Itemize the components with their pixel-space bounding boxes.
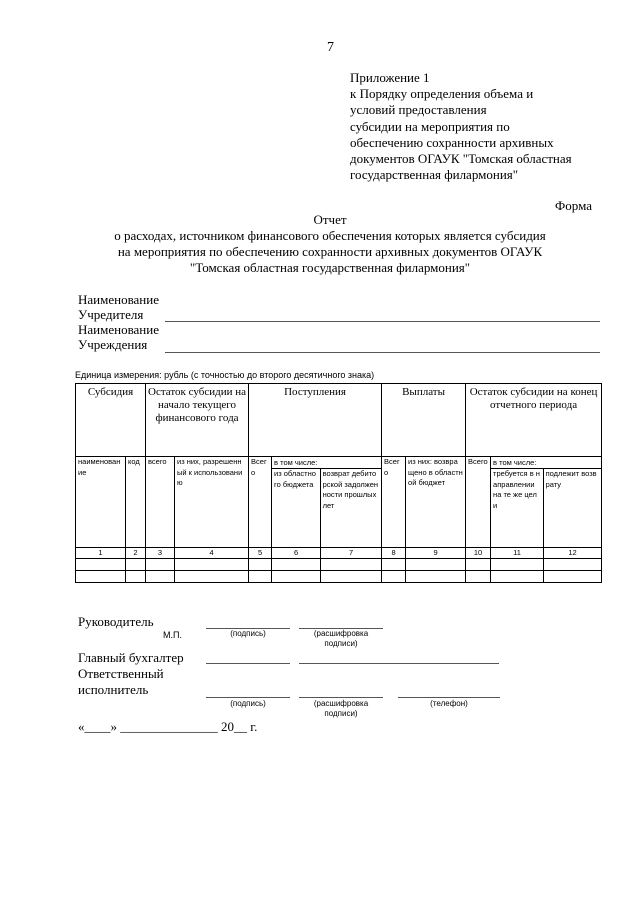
appendix-line: документов ОГАУК "Томская областная [350, 151, 572, 167]
founder-field[interactable] [165, 321, 600, 322]
responsible-label-1: Ответственный [78, 666, 164, 681]
chief-sign-field[interactable] [206, 663, 290, 664]
col-number: 11 [491, 548, 544, 559]
decode-caption [299, 699, 383, 719]
col-receipts-total: Всего [249, 457, 272, 548]
col-number: 1 [76, 548, 126, 559]
resp-sign-field[interactable] [206, 697, 290, 698]
col-number: 6 [272, 548, 321, 559]
col-balance-breakdown [491, 457, 602, 548]
table-row [76, 571, 602, 583]
including-label: в том числе: [491, 457, 601, 469]
col-receivables-return: возврат дебиторской задолженности прошлых лет [322, 469, 379, 510]
resp-phone-field[interactable] [398, 697, 500, 698]
institution-field[interactable] [165, 352, 600, 353]
sign-caption: (подпись) [230, 629, 266, 638]
col-number: 10 [466, 548, 491, 559]
founder-label-2: Учредителя [78, 307, 144, 322]
col-balance-end: Остаток субсидии на конец отчетного периода [466, 384, 602, 457]
title-line: о расходах, источником финансового обеспечения которых является субсидия [114, 228, 546, 243]
col-to-return: подлежит возврату [545, 469, 597, 489]
resp-decode-field[interactable] [299, 697, 383, 698]
col-receipts: Поступления [249, 384, 382, 457]
appendix-heading [350, 70, 572, 183]
report-title [100, 212, 560, 276]
form-label: Форма [555, 198, 592, 213]
table-row [76, 559, 602, 571]
col-total: всего [146, 457, 175, 548]
stamp-mark: М.П. [163, 630, 182, 640]
col-balance-start: Остаток субсидии на начало текущего финансового года [146, 384, 249, 457]
col-code: код [126, 457, 146, 548]
chief-accountant-label: Главный бухгалтер [78, 650, 184, 665]
col-same-purposes: требуется в направлении на те же цели [491, 469, 544, 547]
head-label: Руководитель [78, 614, 154, 629]
col-number: 9 [406, 548, 466, 559]
col-returned-budget: из них: возвращено в областной бюджет [406, 457, 466, 548]
col-payments-total: Всего [382, 457, 406, 548]
col-receipts-breakdown [272, 457, 382, 548]
col-regional-budget: из областного бюджета [272, 469, 321, 547]
decode-caption [299, 629, 383, 649]
founder-label-1: Наименование [78, 292, 159, 307]
responsible-label-2: исполнитель [78, 682, 149, 697]
sign-caption: (подпись) [230, 699, 266, 708]
decode-caption-line: подписи) [324, 709, 358, 718]
col-subsidy: Субсидия [76, 384, 146, 457]
appendix-line: условий предоставления [350, 102, 487, 118]
col-payments: Выплаты [382, 384, 466, 457]
including-label: в том числе: [272, 457, 381, 469]
appendix-line: обеспечению сохранности архивных [350, 134, 554, 150]
appendix-line: государственная филармония" [350, 167, 519, 183]
title-line: на мероприятия по обеспечению сохранности архивных документов ОГАУК [117, 244, 543, 259]
col-number: 7 [321, 548, 382, 559]
col-number: 5 [249, 548, 272, 559]
table-row-numbers [76, 548, 602, 559]
phone-caption: (телефон) [430, 699, 468, 708]
appendix-line: субсидии на мероприятия по [350, 118, 510, 134]
unit-of-measure: Единица измерения: рубль (с точностью до второго десятичного знака) [75, 370, 375, 380]
col-number: 2 [126, 548, 146, 559]
col-number: 8 [382, 548, 406, 559]
decode-caption-line: подписи) [324, 639, 358, 648]
col-number: 3 [146, 548, 175, 559]
institution-label-2: Учреждения [78, 337, 148, 352]
col-balance-total: Всего [466, 457, 491, 548]
report-table [75, 383, 602, 583]
decode-caption-line: (расшифровка [313, 629, 369, 638]
col-number: 4 [175, 548, 249, 559]
date-line[interactable]: «____» _______________ 20__ г. [78, 719, 258, 734]
appendix-line: к Порядку определения объема и [350, 86, 534, 102]
col-number: 12 [544, 548, 602, 559]
col-name: наименование [76, 457, 126, 548]
title-line: Отчет [313, 212, 347, 227]
title-line: "Томская областная государственная филармония" [189, 260, 471, 275]
col-allowed: из них, разрешенный к использованию [175, 457, 249, 548]
chief-decode-field[interactable] [299, 663, 499, 664]
appendix-line: Приложение 1 [350, 70, 430, 85]
institution-label-1: Наименование [78, 322, 159, 337]
decode-caption-line: (расшифровка [313, 699, 369, 708]
page-number: 7 [327, 40, 334, 55]
